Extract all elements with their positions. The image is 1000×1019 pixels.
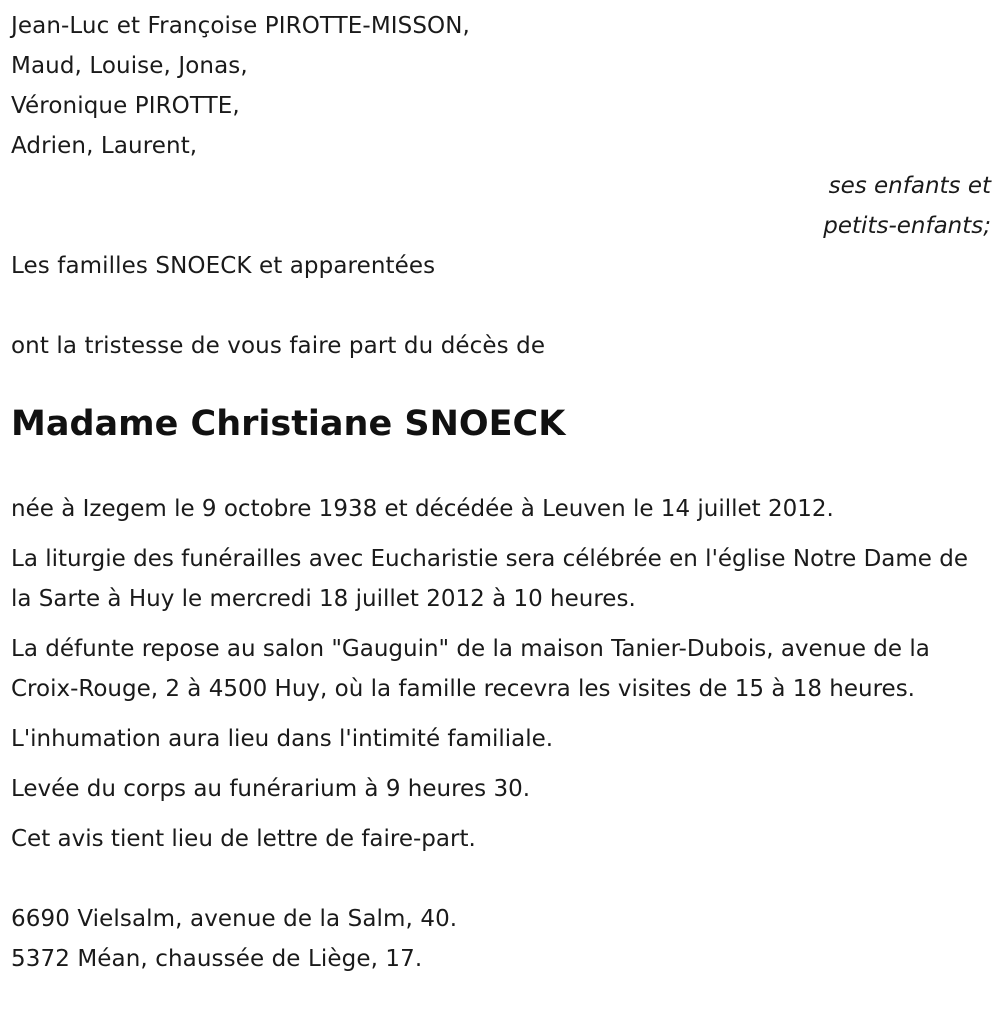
- role-line: petits-enfants;: [823, 213, 991, 239]
- family-role: [11, 166, 991, 246]
- body-paragraph: Cet avis tient lieu de lettre de faire-part.: [11, 826, 476, 852]
- notice-body: [11, 489, 991, 859]
- family-line: Maud, Louise, Jonas,: [11, 53, 248, 79]
- death-notice: [11, 0, 991, 979]
- role-line: ses enfants et: [828, 173, 991, 199]
- deceased-name: Madame Christiane SNOECK: [11, 404, 566, 444]
- other-families: Les familles SNOECK et apparentées: [11, 253, 436, 279]
- body-paragraph: Levée du corps au funérarium à 9 heures 30.: [11, 776, 531, 802]
- body-paragraph: La défunte repose au salon "Gauguin" de la maison Tanier-Dubois, avenue de la Croix-Rouge, 2 à 4500 Huy, où la famille recevra les visites de 15 à 18 heures.: [11, 636, 930, 702]
- family-line: Adrien, Laurent,: [11, 133, 198, 159]
- family-list: [11, 6, 991, 166]
- family-line: Jean-Luc et Françoise PIROTTE-MISSON,: [11, 13, 470, 39]
- address-line: 6690 Vielsalm, avenue de la Salm, 40.: [11, 906, 458, 932]
- body-paragraph: L'inhumation aura lieu dans l'intimité familiale.: [11, 726, 554, 752]
- family-line: Véronique PIROTTE,: [11, 93, 240, 119]
- address-line: 5372 Méan, chaussée de Liège, 17.: [11, 946, 423, 972]
- body-paragraph: née à Izegem le 9 octobre 1938 et décédée à Leuven le 14 juillet 2012.: [11, 496, 834, 522]
- announcement-text: ont la tristesse de vous faire part du décès de: [11, 333, 546, 359]
- address-list: [11, 899, 991, 979]
- body-paragraph: La liturgie des funérailles avec Eucharistie sera célébrée en l'église Notre Dame de la Sarte à Huy le mercredi 18 juillet 2012 à 10 heures.: [11, 546, 968, 612]
